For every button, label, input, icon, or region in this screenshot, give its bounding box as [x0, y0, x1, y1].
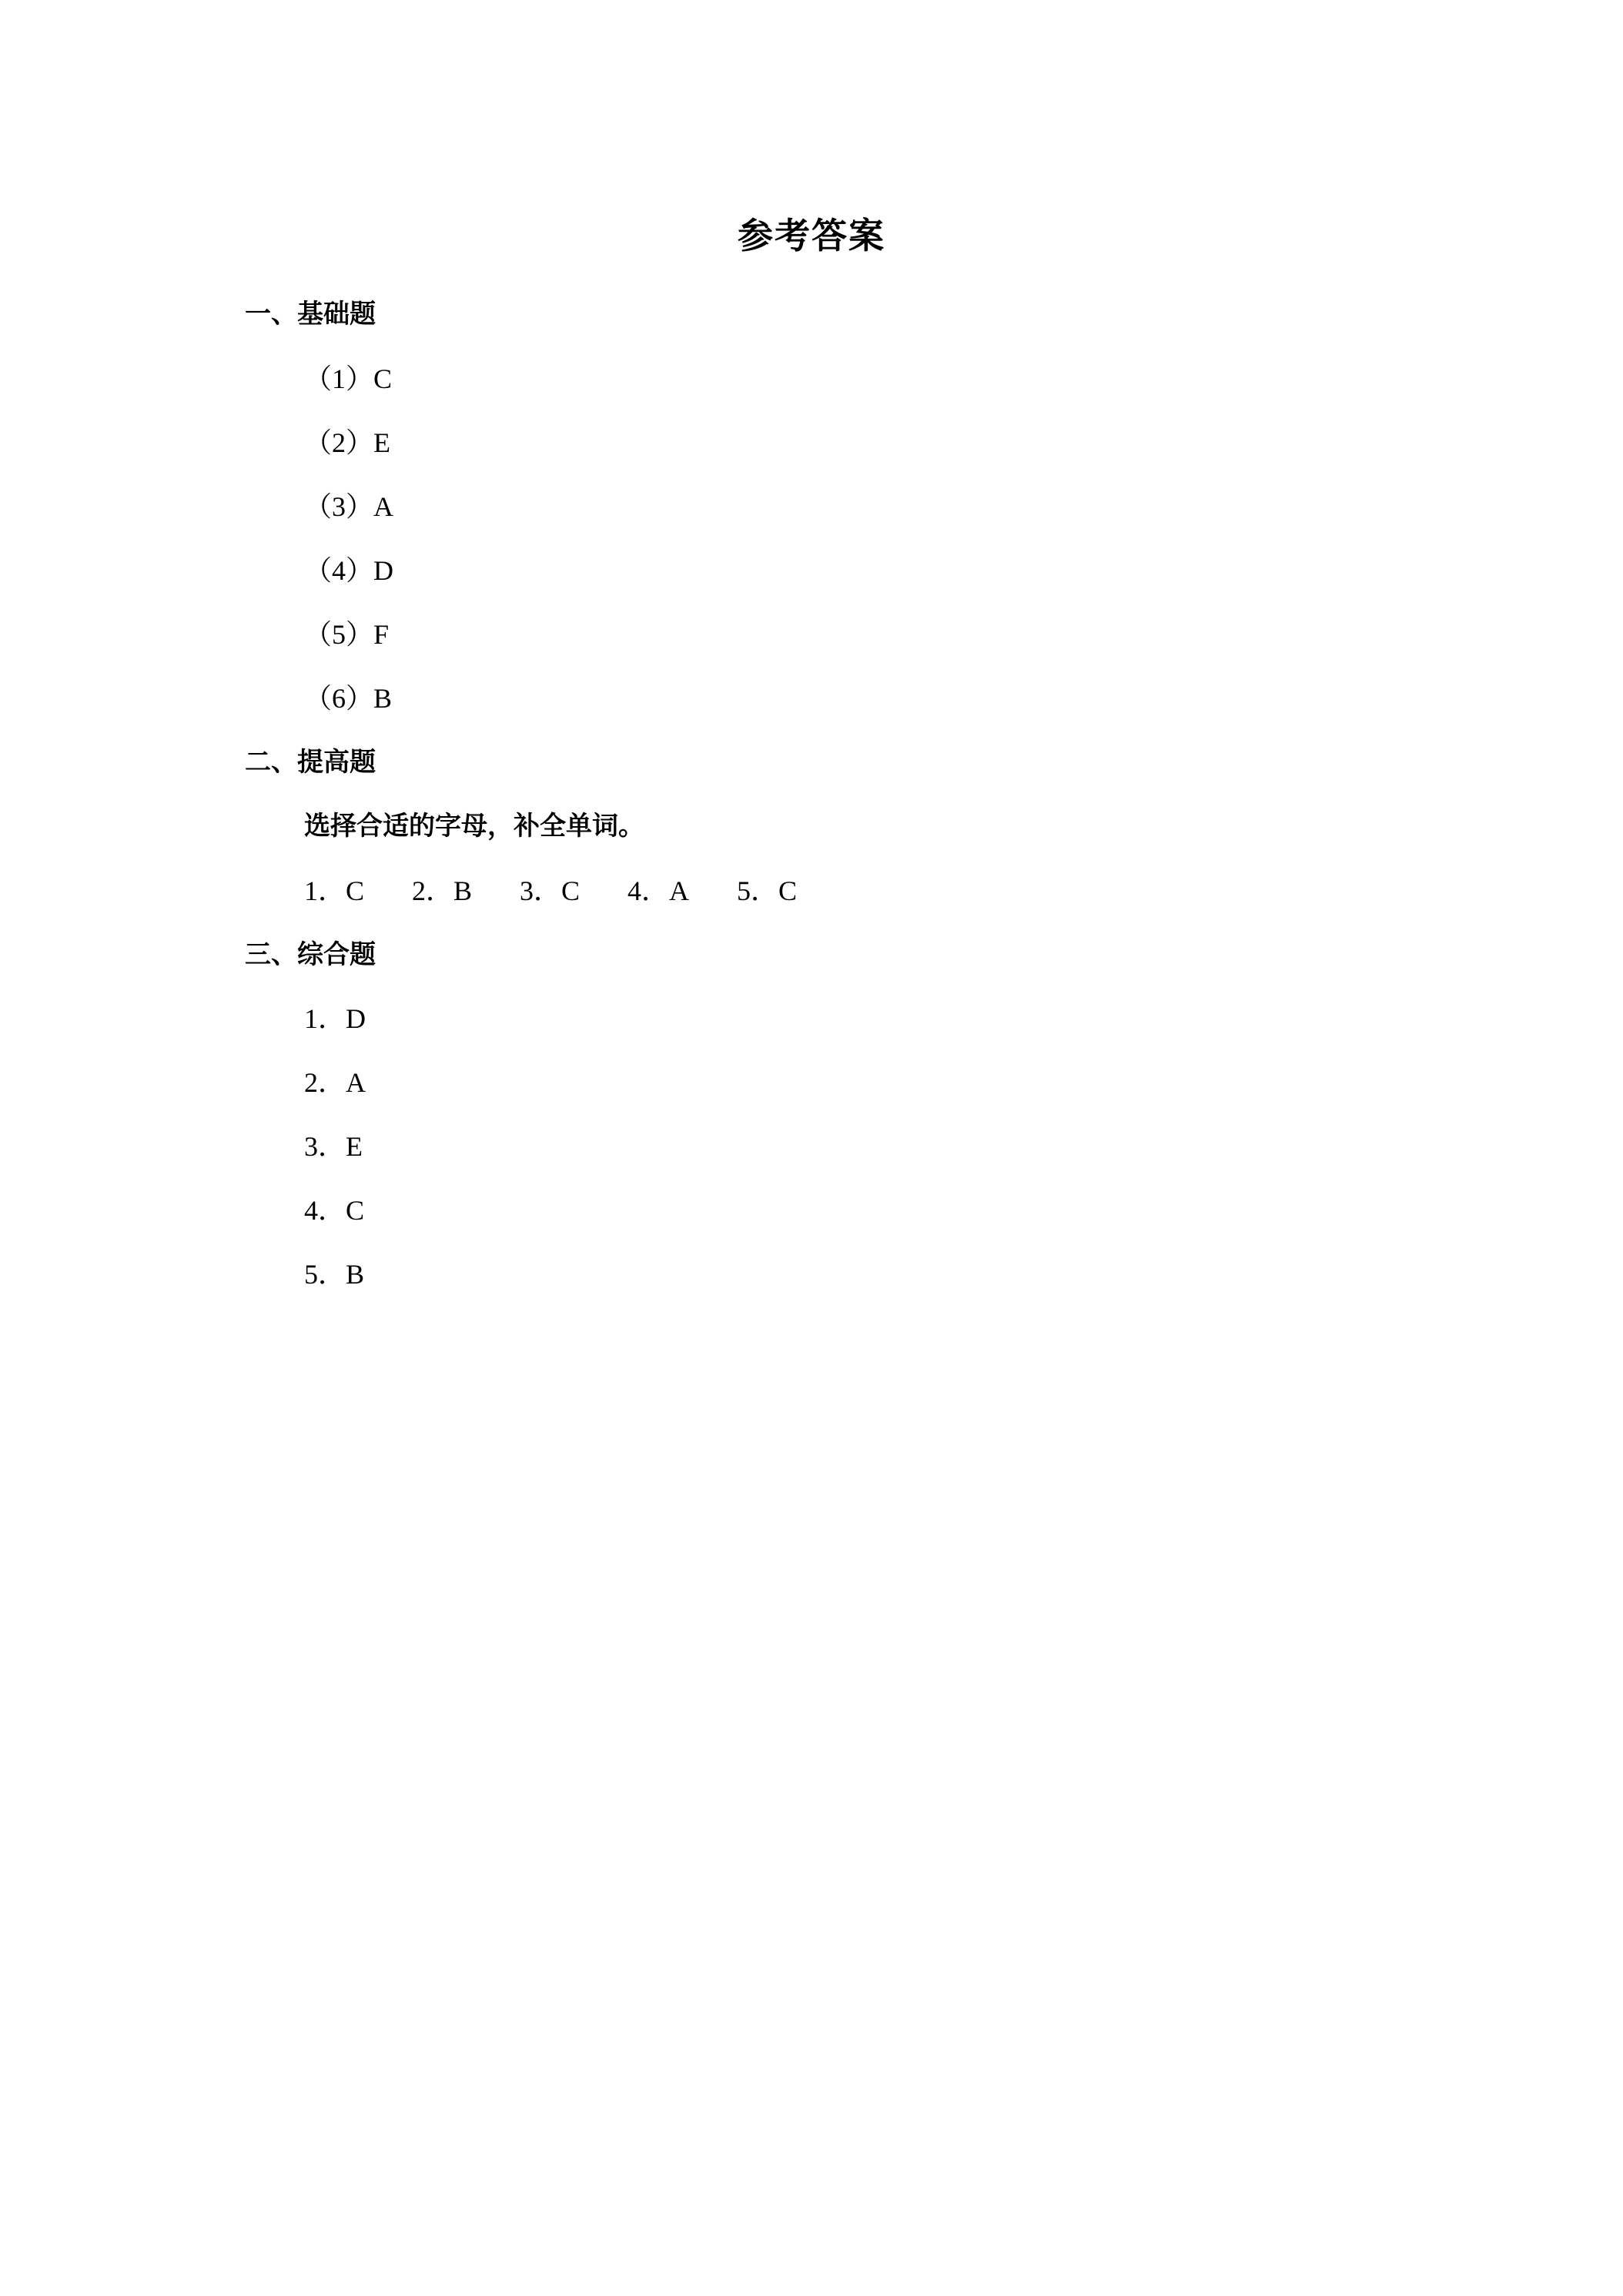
answer-item: 5．C: [737, 875, 798, 906]
answer-item: 4．A: [627, 875, 690, 906]
answer-item: （2）E: [304, 427, 390, 458]
answer-item: 3．E: [304, 1131, 363, 1162]
answer-item: 4．C: [304, 1195, 365, 1226]
answer-item: 3．C: [520, 875, 581, 906]
answer-item: 2．B: [412, 875, 473, 906]
section-heading-comprehensive: 三、综合题: [245, 939, 376, 970]
answer-item: （1）C: [304, 363, 393, 394]
answer-item: （5）F: [304, 619, 390, 650]
answer-item: （6）B: [304, 683, 393, 714]
page-title: 参考答案: [738, 215, 885, 256]
section-heading-advanced: 二、提高题: [245, 747, 376, 778]
inline-answer-row: [304, 874, 797, 908]
answer-item: （3）A: [304, 491, 393, 522]
answer-item: （4）D: [304, 555, 393, 586]
answer-item: 2．A: [304, 1067, 366, 1098]
section-heading-basic: 一、基础题: [245, 299, 376, 330]
section-instruction: 选择合适的字母，补全单词。: [304, 811, 644, 842]
answer-item: 1．C: [304, 875, 365, 906]
answer-item: 1．D: [304, 1003, 366, 1034]
answer-item: 5．B: [304, 1259, 365, 1290]
